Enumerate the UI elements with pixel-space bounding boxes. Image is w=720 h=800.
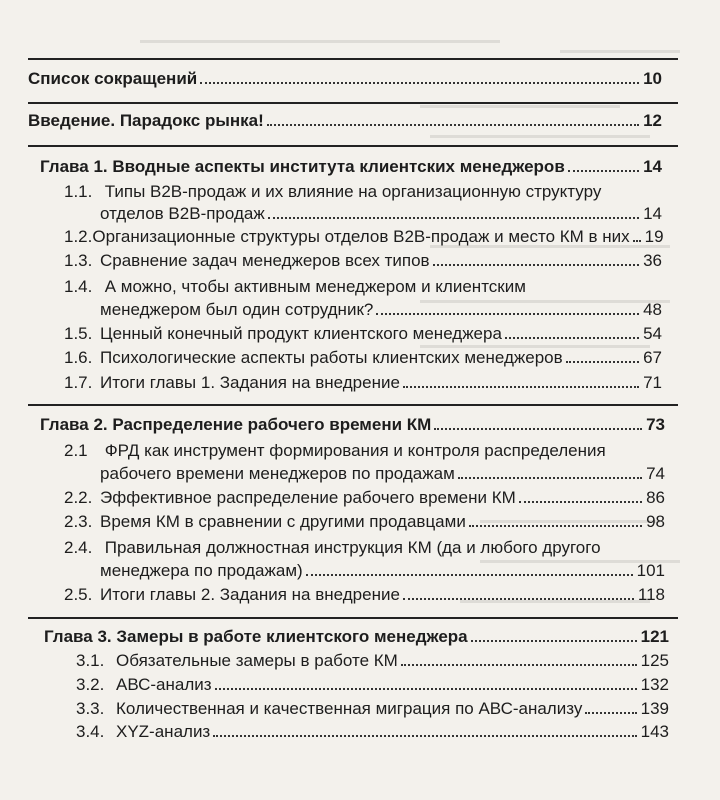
toc-title: Эффективное распределение рабочего времени КМ bbox=[100, 488, 516, 507]
toc-title: Итоги главы 1. Задания на внедрение bbox=[100, 373, 400, 392]
toc-page-number: 118 bbox=[637, 585, 665, 604]
toc-page-number: 74 bbox=[646, 464, 665, 483]
toc-number: 3.3. bbox=[76, 699, 105, 718]
toc-number: 3.2. bbox=[76, 675, 105, 694]
toc-title-continued: отделов B2B-продаж bbox=[100, 204, 265, 223]
toc-page-number: 36 bbox=[643, 251, 662, 270]
toc-title: Типы B2B-продаж и их влияние на организационную структуру bbox=[104, 182, 602, 201]
dot-leader bbox=[200, 82, 639, 84]
toc-entry-1-1-line1[interactable] bbox=[64, 181, 601, 202]
toc-title: Список сокращений bbox=[28, 69, 198, 88]
dot-leader bbox=[568, 170, 639, 172]
toc-entry-1-4-line1[interactable] bbox=[64, 276, 526, 297]
toc-entry-1-3[interactable] bbox=[64, 250, 662, 271]
toc-number: 2.3. bbox=[64, 512, 93, 531]
dot-leader bbox=[633, 240, 641, 242]
toc-entry-chapter-3[interactable] bbox=[44, 626, 669, 647]
toc-page-number: 98 bbox=[646, 512, 665, 531]
separator-line bbox=[28, 102, 678, 104]
dot-leader bbox=[401, 664, 637, 666]
separator-line bbox=[28, 617, 678, 619]
toc-number: 1.4. bbox=[64, 277, 93, 296]
toc-number: 2.2. bbox=[64, 488, 93, 507]
dot-leader bbox=[267, 124, 639, 126]
separator-line bbox=[28, 58, 678, 60]
toc-number: 3.4. bbox=[76, 722, 105, 741]
toc-entry-1-2[interactable] bbox=[64, 226, 662, 247]
toc-entry-2-1-line1[interactable] bbox=[64, 440, 606, 461]
toc-title: Количественная и качественная миграция по АВС-анализу bbox=[116, 699, 583, 718]
toc-entry-3-3[interactable] bbox=[76, 698, 669, 719]
toc-number: 1.6. bbox=[64, 348, 93, 367]
toc-entry-chapter-2[interactable] bbox=[40, 414, 665, 435]
toc-entry-2-2[interactable] bbox=[64, 487, 665, 508]
toc-number: 1.2. bbox=[64, 227, 93, 246]
dot-leader bbox=[306, 574, 633, 576]
toc-title-continued: менеджера по продажам) bbox=[100, 561, 303, 580]
toc-entry-abbreviations[interactable] bbox=[28, 68, 662, 89]
dot-leader bbox=[519, 501, 642, 503]
toc-page-number: 101 bbox=[636, 561, 665, 580]
toc-title: Правильная должностная инструкция КМ (да и любого другого bbox=[104, 538, 601, 557]
dot-leader bbox=[566, 361, 639, 363]
toc-entry-2-5[interactable] bbox=[64, 584, 665, 605]
toc-entry-2-1[interactable] bbox=[100, 463, 665, 484]
toc-number: 3.1. bbox=[76, 651, 105, 670]
toc-entry-1-6[interactable] bbox=[64, 347, 662, 368]
toc-entry-2-3[interactable] bbox=[64, 511, 665, 532]
dot-leader bbox=[403, 598, 634, 600]
dot-leader bbox=[469, 525, 642, 527]
dot-leader bbox=[585, 712, 636, 714]
toc-page-number: 132 bbox=[640, 675, 669, 694]
dot-leader bbox=[268, 217, 639, 219]
toc-title: Организационные структуры отделов B2B-продаж и место КМ в них bbox=[92, 227, 630, 246]
toc-entry-1-7[interactable] bbox=[64, 372, 662, 393]
toc-number: 1.7. bbox=[64, 373, 93, 392]
toc-entry-3-1[interactable] bbox=[76, 650, 669, 671]
dot-leader bbox=[458, 477, 642, 479]
toc-title: Введение. Парадокс рынка! bbox=[28, 111, 264, 130]
toc-entry-1-5[interactable] bbox=[64, 323, 662, 344]
toc-number: 1.1. bbox=[64, 182, 93, 201]
toc-title-continued: рабочего времени менеджеров по продажам bbox=[100, 464, 455, 483]
toc-page-number: 14 bbox=[643, 204, 662, 223]
toc-number: 2.5. bbox=[64, 585, 93, 604]
toc-title: Глава 3. Замеры в работе клиентского менеджера bbox=[44, 627, 468, 646]
dot-leader bbox=[471, 640, 637, 642]
toc-title: Обязательные замеры в работе КМ bbox=[116, 651, 398, 670]
toc-title: Время КМ в сравнении с другими продавцами bbox=[100, 512, 466, 531]
toc-title: Психологические аспекты работы клиентских менеджеров bbox=[100, 348, 563, 367]
toc-entry-introduction[interactable] bbox=[28, 110, 662, 131]
toc-entry-3-4[interactable] bbox=[76, 721, 669, 742]
toc-page-number: 14 bbox=[643, 157, 662, 176]
toc-number: 1.5. bbox=[64, 324, 93, 343]
toc-title: А можно, чтобы активным менеджером и клиентским bbox=[104, 277, 526, 296]
toc-title: АВС-анализ bbox=[116, 675, 212, 694]
separator-line bbox=[28, 145, 678, 147]
toc-page-number: 139 bbox=[640, 699, 669, 718]
toc-entry-2-4[interactable] bbox=[100, 560, 665, 581]
dot-leader bbox=[376, 313, 639, 315]
toc-number: 2.4. bbox=[64, 538, 93, 557]
toc-entry-chapter-1[interactable] bbox=[40, 156, 662, 177]
toc-page-number: 48 bbox=[643, 300, 662, 319]
dot-leader bbox=[213, 735, 636, 737]
toc-page-number: 86 bbox=[646, 488, 665, 507]
toc-page-number: 54 bbox=[643, 324, 662, 343]
toc-entry-2-4-line1[interactable] bbox=[64, 537, 601, 558]
toc-page-number: 19 bbox=[644, 227, 664, 246]
toc-page-number: 121 bbox=[640, 627, 669, 646]
dot-leader bbox=[505, 337, 639, 339]
toc-title: Итоги главы 2. Задания на внедрение bbox=[100, 585, 400, 604]
toc-title: Ценный конечный продукт клиентского менеджера bbox=[100, 324, 502, 343]
toc-title: Глава 2. Распределение рабочего времени КМ bbox=[40, 415, 432, 434]
toc-entry-3-2[interactable] bbox=[76, 674, 669, 695]
toc-entry-1-1[interactable] bbox=[100, 203, 662, 224]
toc-page-number: 67 bbox=[643, 348, 662, 367]
toc-title-continued: менеджером был один сотрудник? bbox=[100, 300, 374, 319]
dot-leader bbox=[403, 386, 639, 388]
toc-page-number: 73 bbox=[646, 415, 665, 434]
toc-title: Глава 1. Вводные аспекты института клиентских менеджеров bbox=[40, 157, 565, 176]
dot-leader bbox=[433, 264, 639, 266]
toc-entry-1-4[interactable] bbox=[100, 299, 662, 320]
toc-page-number: 125 bbox=[640, 651, 669, 670]
separator-line bbox=[28, 404, 678, 406]
dot-leader bbox=[215, 688, 637, 690]
toc-page-number: 143 bbox=[640, 722, 669, 741]
toc-title: XYZ-анализ bbox=[116, 722, 211, 741]
toc-number: 2.1 bbox=[64, 441, 88, 460]
toc-title: ФРД как инструмент формирования и контроля распределения bbox=[104, 441, 606, 460]
toc-page-number: 10 bbox=[643, 69, 662, 88]
toc-title: Сравнение задач менеджеров всех типов bbox=[100, 251, 430, 270]
dot-leader bbox=[434, 428, 642, 430]
toc-page-number: 12 bbox=[643, 111, 662, 130]
toc-number: 1.3. bbox=[64, 251, 93, 270]
toc-page-number: 71 bbox=[643, 373, 662, 392]
